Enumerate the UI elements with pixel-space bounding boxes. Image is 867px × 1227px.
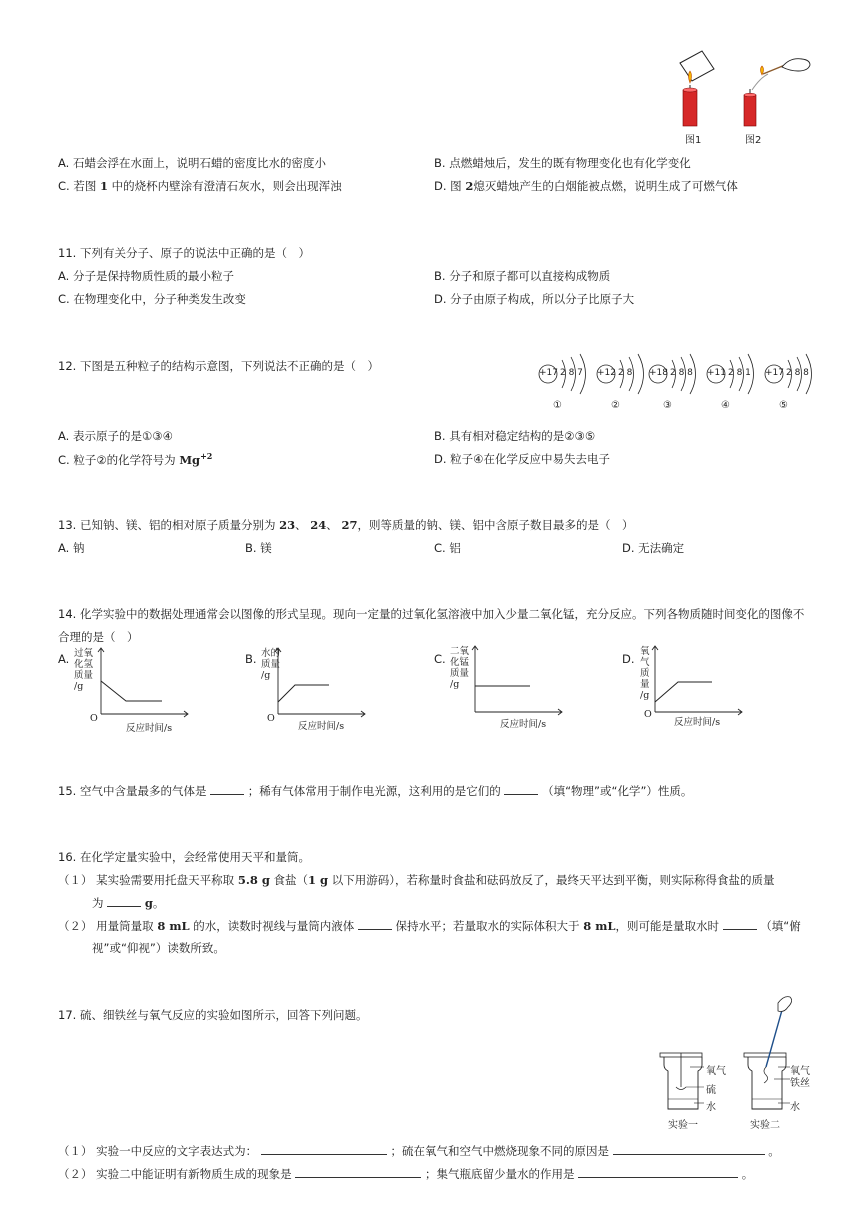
q16-blank-1[interactable] (107, 894, 141, 907)
fig1-label: 图1 (685, 135, 702, 146)
q13-option-a[interactable]: A. 钠 (58, 541, 85, 555)
particle-diagram (706, 352, 772, 411)
fig1-beaker-candle (680, 51, 714, 126)
q14-chart-a-curve (101, 681, 162, 701)
q15-blank-1[interactable] (210, 782, 244, 795)
mass-na: 23 (279, 518, 296, 532)
q14-chart-b-xlabel: 反应时间/s (298, 721, 345, 732)
q16-sub2-line1: （２） 用量筒量取 8 mL 的水，读数时视线与量筒内液体 保持水平；若量取水的实际体积大于 8 mL，则可能是量取水时 （填“俯 (58, 919, 801, 933)
particle-label: ③ (663, 400, 672, 411)
exp1-label-sulfur: 硫 (706, 1085, 716, 1096)
q12-option-c[interactable]: C. 粒子②的化学符号为 $Mg^{+2}$ (58, 451, 213, 467)
q12-option-a[interactable]: A. 表示原子的是①③④ (58, 429, 173, 443)
mass-al: 27 (341, 518, 358, 532)
q14-chart-a-origin: O (90, 713, 98, 724)
particle-electron-counts: 2 8 1 (728, 368, 751, 378)
q14-chart-a-letter[interactable]: A. (58, 652, 70, 666)
mg-charge: +2 (200, 451, 213, 461)
q15-blank-2[interactable] (504, 782, 538, 795)
q11-option-a[interactable]: A. 分子是保持物质性质的最小粒子 (58, 269, 234, 283)
particle-diagram (648, 352, 714, 411)
particle-nucleus: +11 (707, 368, 726, 378)
q16-blank-2[interactable] (358, 917, 392, 930)
exp1-label-water: 水 (706, 1102, 716, 1113)
q14-chart-c (470, 646, 570, 716)
particle-nucleus: +17 (765, 368, 784, 378)
particle-nucleus: +18 (649, 368, 668, 378)
particle-electron-counts: 2 8 (618, 368, 633, 378)
particle-label: ④ (721, 400, 730, 411)
q14-chart-a-xlabel: 反应时间/s (126, 723, 173, 734)
q10-option-b[interactable]: B. 点燃蜡烛后，发生的既有物理变化也有化学变化 (434, 156, 691, 170)
q16-stem: 16. 在化学定量实验中，会经常使用天平和量筒。 (58, 850, 310, 864)
q14-stem-line2: 合理的是（ ） (58, 630, 139, 644)
q11-stem: 11. 下列有关分子、原子的说法中正确的是（ ） (58, 246, 310, 260)
q10-option-d[interactable]: D. 图 2熄灭蜡烛产生的白烟能被点燃，说明生成了可燃气体 (434, 179, 738, 193)
particle-nucleus: +12 (597, 368, 616, 378)
particle-label: ⑤ (779, 400, 788, 411)
q14-chart-a-ylabel: 过氧 化氢 质量 /g (74, 648, 94, 692)
exp2-label-water: 水 (790, 1102, 800, 1113)
q16-sub1-line1: （１） 某实验需要用托盘天平称取 5.8 g 食盐（1 g 以下用游码），若称量时食盐和砝码放反了，最终天平达到平衡，则实际称得食盐的质量 (58, 873, 775, 887)
exp2-label-oxygen: 氧气 (790, 1066, 810, 1077)
q11-option-b[interactable]: B. 分子和原子都可以直接构成物质 (434, 269, 611, 283)
q15-stem: 15. 空气中含量最多的气体是 ；稀有气体常用于制作电光源，这利用的是它们的 （填“物理”或“化学”）性质。 (58, 784, 693, 798)
fig2-label: 图2 (745, 135, 762, 146)
q16-sub2-line2: 视”或“仰视”）读数所致。 (92, 941, 225, 955)
candle-figure (670, 45, 820, 145)
q14-chart-b-origin: O (267, 713, 275, 724)
q14-chart-d-curve (655, 682, 712, 702)
q17-blank-4[interactable] (578, 1165, 738, 1178)
q14-stem-line1: 14. 化学实验中的数据处理通常会以图像的形式呈现。现向一定量的过氧化氢溶液中加入少量二氧化锰，充分反应。下列各物质随时间变化的图像不 (58, 607, 805, 621)
q10-option-c[interactable]: C. 若图 1 中的烧杯内壁涂有澄清石灰水，则会出现浑浊 (58, 179, 342, 193)
particle-nucleus: +17 (539, 368, 558, 378)
q14-chart-c-letter[interactable]: C. (434, 652, 446, 666)
q14-chart-c-xlabel: 反应时间/s (500, 719, 547, 730)
particle-electron-counts: 2 8 7 (560, 368, 583, 378)
particle-diagram (538, 352, 604, 411)
exp2-caption: 实验二 (750, 1120, 780, 1131)
exp2-label-iron-wire: 铁丝 (790, 1078, 810, 1089)
q12-stem: 12. 下图是五种粒子的结构示意图，下列说法不正确的是（ ） (58, 359, 379, 373)
exp2-bottle (744, 997, 792, 1109)
q17-blank-1[interactable] (261, 1142, 387, 1155)
q14-chart-c-ylabel: 二氧 化锰 质量 /g (450, 646, 470, 690)
q16-sub1-line2: 为 g。 (92, 896, 165, 910)
q14-chart-d-ylabel: 氧气 质量 /g (640, 646, 650, 701)
q12-option-d[interactable]: D. 粒子④在化学反应中易失去电子 (434, 452, 610, 466)
q14-chart-d-origin: O (644, 709, 652, 720)
q11-option-c[interactable]: C. 在物理变化中，分子种类发生改变 (58, 292, 246, 306)
q17-sub2: （２） 实验二中能证明有新物质生成的现象是 ；集气瓶底留少量水的作用是 。 (58, 1167, 754, 1181)
particle-electron-counts: 2 8 8 (670, 368, 693, 378)
exp1-label-oxygen: 氧气 (706, 1066, 726, 1077)
q13-stem: 13. 已知钠、镁、铝的相对原子质量分别为 23、 24、 27，则等质量的钠、镁、铝中含原子数目最多的是（ ） (58, 518, 634, 532)
q14-chart-b-ylabel: 水的 质量 /g (261, 648, 281, 681)
q10-option-a[interactable]: A. 石蜡会浮在水面上，说明石蜡的密度比水的密度小 (58, 156, 326, 170)
q14-chart-d-letter[interactable]: D. (622, 652, 635, 666)
q17-blank-2[interactable] (613, 1142, 765, 1155)
mg-formula: Mg (179, 452, 201, 467)
q13-option-d[interactable]: D. 无法确定 (622, 541, 685, 555)
exp1-caption: 实验一 (668, 1120, 698, 1131)
particle-label: ① (553, 400, 562, 411)
q16-blank-3[interactable] (723, 917, 757, 930)
q17-blank-3[interactable] (295, 1165, 421, 1178)
q14-chart-b-letter[interactable]: B. (245, 652, 257, 666)
particle-electron-counts: 2 8 8 (786, 368, 809, 378)
q14-chart-b (273, 648, 373, 718)
q11-option-d[interactable]: D. 分子由原子构成，所以分子比原子大 (434, 292, 635, 306)
q17-sub1: （１） 实验一中反应的文字表达式为： ；硫在氧气和空气中燃烧现象不同的原因是 。 (58, 1144, 780, 1158)
particle-diagram (764, 352, 830, 411)
q13-option-b[interactable]: B. 镁 (245, 541, 272, 555)
particle-label: ② (611, 400, 620, 411)
q14-chart-a (96, 648, 196, 718)
fig2-match-candle (744, 59, 810, 126)
q17-stem: 17. 硫、细铁丝与氧气反应的实验如图所示，回答下列问题。 (58, 1008, 368, 1022)
q14-chart-d (650, 646, 750, 716)
q14-chart-b-curve (278, 685, 329, 702)
q12-option-b[interactable]: B. 具有相对稳定结构的是②③⑤ (434, 429, 596, 443)
q14-chart-d-xlabel: 反应时间/s (674, 717, 721, 728)
mass-mg: 24 (310, 518, 327, 532)
exp1-bottle (660, 1053, 704, 1109)
q13-option-c[interactable]: C. 铝 (434, 541, 461, 555)
